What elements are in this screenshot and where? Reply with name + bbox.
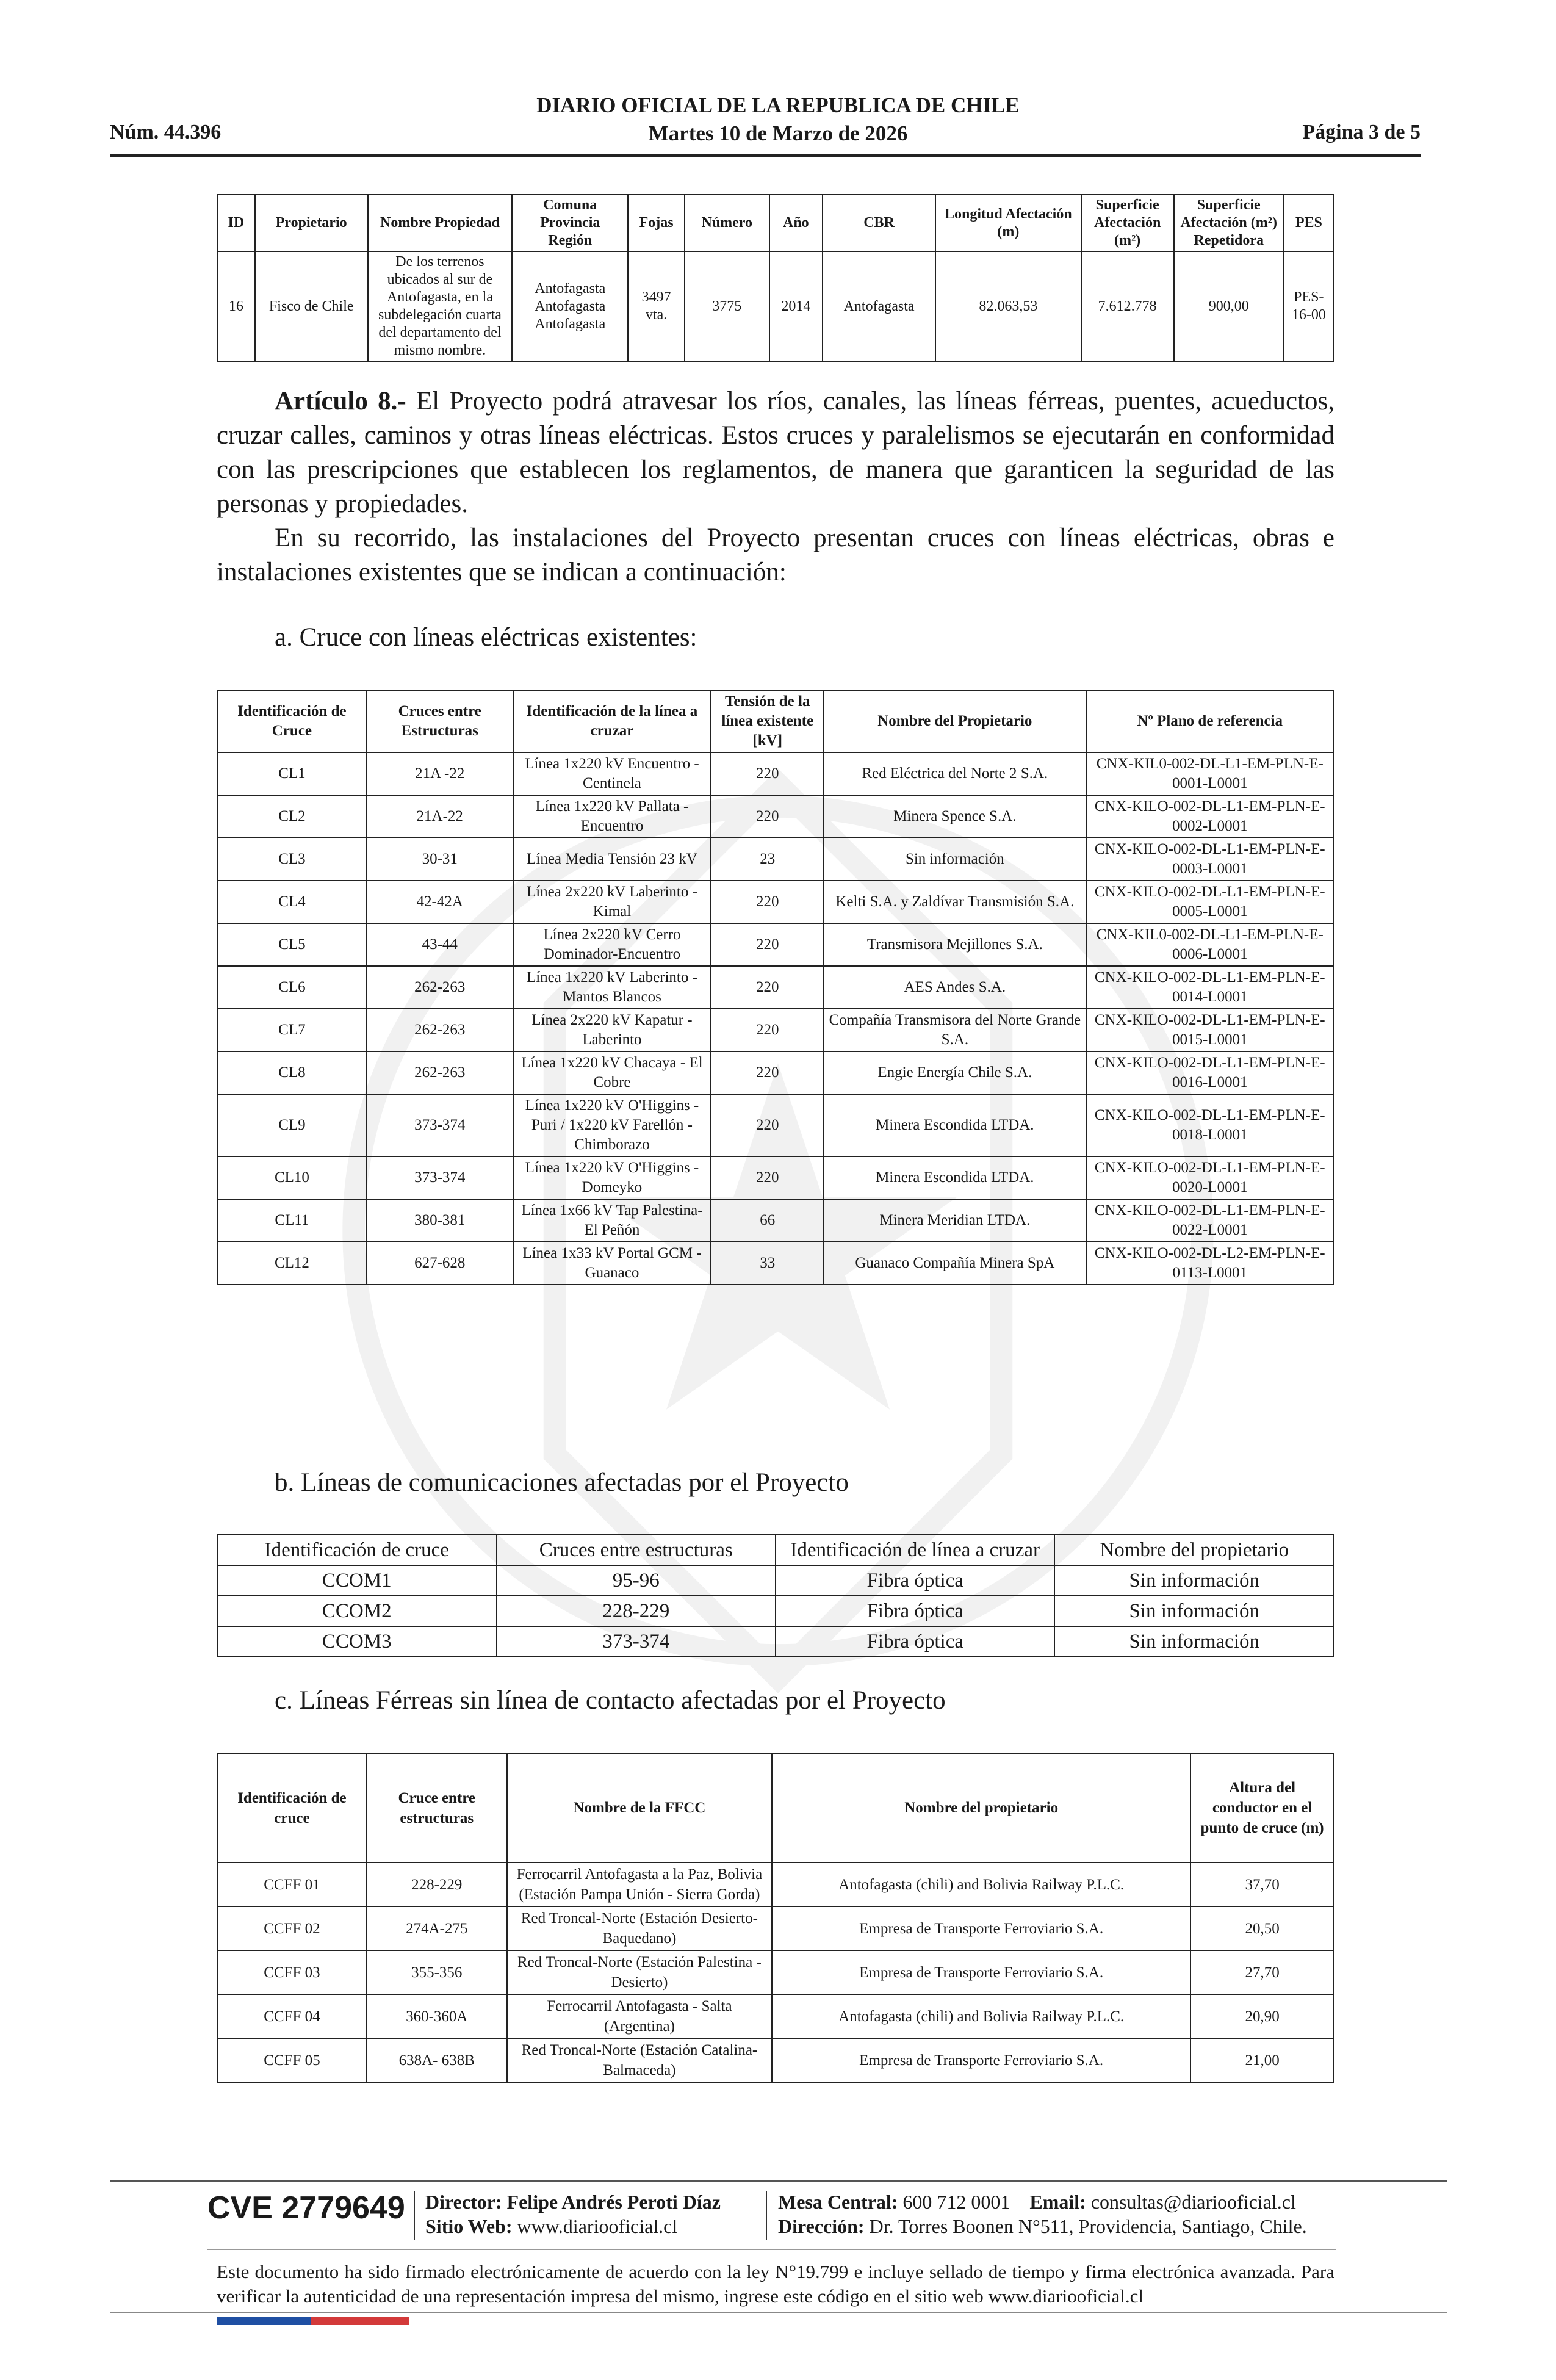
- table-cell: CL2: [217, 795, 367, 838]
- col-header: Identificación de Cruce: [217, 690, 367, 752]
- table-header-row: [217, 690, 1334, 752]
- col-header: Superficie Afectación (m²): [1081, 195, 1174, 251]
- director-name: Felipe Andrés Peroti Díaz: [506, 2191, 721, 2213]
- table-cell: Antofagasta: [823, 251, 935, 361]
- table-cell: CL12: [217, 1242, 367, 1285]
- col-header: Fojas: [628, 195, 685, 251]
- table-cell: 262-263: [367, 1009, 513, 1051]
- table-cell: CL11: [217, 1199, 367, 1242]
- property-table: [217, 194, 1334, 362]
- table-cell: Empresa de Transporte Ferroviario S.A.: [772, 1906, 1190, 1950]
- table-cell: Antofagasta (chili) and Bolivia Railway P.L.C.: [772, 1863, 1190, 1906]
- article-body: [217, 384, 1334, 590]
- table-cell: 373-374: [497, 1626, 776, 1657]
- table-cell: 27,70: [1190, 1950, 1334, 1994]
- table-cell: Fibra óptica: [776, 1565, 1055, 1596]
- table-cell: CCOM3: [217, 1626, 497, 1657]
- table-cell: CL8: [217, 1051, 367, 1094]
- website-label: Sitio Web:: [425, 2215, 513, 2237]
- table-cell: CCFF 01: [217, 1863, 367, 1906]
- flag-stripe-red: [311, 2317, 409, 2325]
- issue-date: Martes 10 de Marzo de 2026: [648, 121, 908, 145]
- table-cell: Línea 1x220 kV O'Higgins - Puri / 1x220 kV Farellón - Chimborazo: [513, 1094, 711, 1156]
- col-header: Tensión de la línea existente [kV]: [711, 690, 824, 752]
- table-cell: Línea 2x220 kV Kapatur - Laberinto: [513, 1009, 711, 1051]
- col-header: Nombre del Propietario: [824, 690, 1086, 752]
- email-link[interactable]: consultas@diariooficial.cl: [1090, 2191, 1296, 2213]
- table-cell: 21A-22: [367, 795, 513, 838]
- section-b-heading: b. Líneas de comunicaciones afectadas por el Proyecto: [275, 1468, 849, 1497]
- journal-header: [427, 92, 1129, 148]
- table-cell: Kelti S.A. y Zaldívar Transmisión S.A.: [824, 881, 1086, 923]
- table-cell: CNX-KILO-002-DL-L1-EM-PLN-E-0016-L0001: [1086, 1051, 1334, 1094]
- address-label: Dirección:: [778, 2215, 865, 2237]
- table-cell: CL4: [217, 881, 367, 923]
- table-cell: 220: [711, 923, 824, 966]
- table-row: [217, 752, 1334, 795]
- table-cell: CCFF 04: [217, 1994, 367, 2038]
- col-header: Superficie Afectación (m²) Repetidora: [1174, 195, 1284, 251]
- table-cell: 66: [711, 1199, 824, 1242]
- table-row: [217, 1094, 1334, 1156]
- table-cell: 220: [711, 1051, 824, 1094]
- col-header: Número: [685, 195, 769, 251]
- col-header: Altura del conductor en el punto de cruce (m): [1190, 1753, 1334, 1863]
- table-cell: 95-96: [497, 1565, 776, 1596]
- table-cell: 20,90: [1190, 1994, 1334, 2038]
- table-row: [217, 966, 1334, 1009]
- table-cell: Línea 1x220 kV Chacaya - El Cobre: [513, 1051, 711, 1094]
- table-cell: CL3: [217, 838, 367, 881]
- footer-contact-block: [778, 2190, 1307, 2238]
- table-cell: CNX-KILO-002-DL-L1-EM-PLN-E-0002-L0001: [1086, 795, 1334, 838]
- table-cell: Ferrocarril Antofagasta a la Paz, Bolivia (Estación Pampa Unión - Sierra Gorda): [507, 1863, 772, 1906]
- table-row: [217, 1051, 1334, 1094]
- table-cell: 220: [711, 881, 824, 923]
- table-cell: Antofagasta Antofagasta Antofagasta: [512, 251, 628, 361]
- table-cell: CNX-KILO-002-DL-L1-EM-PLN-E-0018-L0001: [1086, 1094, 1334, 1156]
- table-row: [217, 1199, 1334, 1242]
- cve-code: CVE 2779649: [207, 2190, 405, 2226]
- communications-table: [217, 1534, 1334, 1657]
- table-cell: Sin información: [1054, 1596, 1334, 1626]
- table-cell: 2014: [769, 251, 823, 361]
- table-cell: 373-374: [367, 1156, 513, 1199]
- table-cell: AES Andes S.A.: [824, 966, 1086, 1009]
- table-cell: 355-356: [367, 1950, 507, 1994]
- col-header: Comuna Provincia Región: [512, 195, 628, 251]
- table-cell: 274A-275: [367, 1906, 507, 1950]
- table-cell: Línea 1x220 kV O'Higgins - Domeyko: [513, 1156, 711, 1199]
- table-cell: 82.063,53: [935, 251, 1081, 361]
- table-cell: Red Eléctrica del Norte 2 S.A.: [824, 752, 1086, 795]
- table-cell: Línea 1x66 kV Tap Palestina-El Peñón: [513, 1199, 711, 1242]
- mesa-label: Mesa Central:: [778, 2191, 898, 2213]
- table-row: [217, 923, 1334, 966]
- footer-top-divider: [110, 2180, 1447, 2182]
- website-link[interactable]: www.diariooficial.cl: [517, 2215, 678, 2237]
- table-row: [217, 251, 1334, 361]
- table-cell: 3775: [685, 251, 769, 361]
- table-cell: CL1: [217, 752, 367, 795]
- table-row: [217, 881, 1334, 923]
- table-cell: Fisco de Chile: [255, 251, 368, 361]
- table-header-row: [217, 1753, 1334, 1863]
- table-cell: CL10: [217, 1156, 367, 1199]
- table-cell: 220: [711, 795, 824, 838]
- table-cell: Red Troncal-Norte (Estación Desierto- Baquedano): [507, 1906, 772, 1950]
- table-cell: 42-42A: [367, 881, 513, 923]
- table-cell: Línea 2x220 kV Cerro Dominador-Encuentro: [513, 923, 711, 966]
- table-cell: 262-263: [367, 966, 513, 1009]
- table-cell: Sin información: [1054, 1626, 1334, 1657]
- table-cell: CL9: [217, 1094, 367, 1156]
- table-row: [217, 1950, 1334, 1994]
- table-row: [217, 1565, 1334, 1596]
- table-cell: CCOM2: [217, 1596, 497, 1626]
- issue-number: Núm. 44.396: [110, 121, 222, 143]
- table-cell: CNX-KILO-002-DL-L1-EM-PLN-E-0003-L0001: [1086, 838, 1334, 881]
- table-cell: 228-229: [497, 1596, 776, 1626]
- table-cell: CNX-KILO-002-DL-L2-EM-PLN-E-0113-L0001: [1086, 1242, 1334, 1285]
- table-cell: CNX-KIL0-002-DL-L1-EM-PLN-E-0006-L0001: [1086, 923, 1334, 966]
- table-cell: 220: [711, 1156, 824, 1199]
- table-cell: Línea 1x220 kV Laberinto - Mantos Blancos: [513, 966, 711, 1009]
- table-row: [217, 1626, 1334, 1657]
- table-cell: 220: [711, 1009, 824, 1051]
- page-indicator: Página 3 de 5: [1302, 121, 1421, 143]
- table-cell: 360-360A: [367, 1994, 507, 2038]
- table-cell: CL7: [217, 1009, 367, 1051]
- article-paragraph-2: En su recorrido, las instalaciones del Proyecto presentan cruces con líneas eléctricas, obras e instalaciones existentes que se indican a continuación:: [217, 524, 1334, 586]
- table-cell: 43-44: [367, 923, 513, 966]
- section-a-heading: a. Cruce con líneas eléctricas existentes:: [275, 623, 697, 652]
- table-cell: Empresa de Transporte Ferroviario S.A.: [772, 1950, 1190, 1994]
- table-cell: Línea 2x220 kV Laberinto - Kimal: [513, 881, 711, 923]
- footer-separator: [414, 2191, 415, 2240]
- table-cell: Empresa de Transporte Ferroviario S.A.: [772, 2038, 1190, 2082]
- col-header: Identificación de cruce: [217, 1753, 367, 1863]
- table-cell: 220: [711, 752, 824, 795]
- table-cell: Sin información: [1054, 1565, 1334, 1596]
- table-cell: Fibra óptica: [776, 1596, 1055, 1626]
- email-label: Email:: [1029, 2191, 1086, 2213]
- article-text-1: El Proyecto podrá atravesar los ríos, canales, las líneas férreas, puentes, acueductos, cruzar calles, caminos y otras líneas eléctricas. Estos cruces y paralelismos se ejecutarán en conformidad con las prescripciones que establecen los reglamentos, de manera que garanticen la seguridad de las personas y propiedades.: [217, 387, 1335, 518]
- col-header: Nombre del propietario: [1054, 1535, 1334, 1565]
- electric-crossings-table: [217, 690, 1334, 1285]
- table-header-row: [217, 1535, 1334, 1565]
- col-header: Longitud Afectación (m): [935, 195, 1081, 251]
- col-header: Propietario: [255, 195, 368, 251]
- table-cell: CNX-KILO-002-DL-L1-EM-PLN-E-0014-L0001: [1086, 966, 1334, 1009]
- table-row: [217, 1242, 1334, 1285]
- col-header: Cruce entre estructuras: [367, 1753, 507, 1863]
- table-row: [217, 838, 1334, 881]
- table-cell: Minera Spence S.A.: [824, 795, 1086, 838]
- table-cell: 7.612.778: [1081, 251, 1174, 361]
- table-row: [217, 1994, 1334, 2038]
- table-cell: Minera Escondida LTDA.: [824, 1156, 1086, 1199]
- table-cell: Red Troncal-Norte (Estación Palestina - Desierto): [507, 1950, 772, 1994]
- flag-stripe-blue: [217, 2317, 311, 2325]
- col-header: Nombre de la FFCC: [507, 1753, 772, 1863]
- table-cell: Compañía Transmisora del Norte Grande S.A.: [824, 1009, 1086, 1051]
- header-divider: [110, 154, 1421, 157]
- journal-title: DIARIO OFICIAL DE LA REPUBLICA DE CHILE: [536, 93, 1020, 117]
- table-cell: CNX-KILO-002-DL-L1-EM-PLN-E-0020-L0001: [1086, 1156, 1334, 1199]
- table-cell: Transmisora Mejillones S.A.: [824, 923, 1086, 966]
- table-cell: CCFF 05: [217, 2038, 367, 2082]
- col-header: Año: [769, 195, 823, 251]
- col-header: Identificación de la línea a cruzar: [513, 690, 711, 752]
- table-cell: 220: [711, 1094, 824, 1156]
- col-header: Identificación de cruce: [217, 1535, 497, 1565]
- table-cell: 900,00: [1174, 251, 1284, 361]
- table-cell: 373-374: [367, 1094, 513, 1156]
- signature-note: Este documento ha sido firmado electrónicamente de acuerdo con la ley N°19.799 e incluye sellado de tiempo y firma electrónica avanzada. Para verificar la autenticidad de una representación impresa del mismo, ingrese este código en el sitio web www.diariooficial.cl: [217, 2261, 1334, 2307]
- table-row: [217, 1009, 1334, 1051]
- table-cell: CCFF 03: [217, 1950, 367, 1994]
- table-row: [217, 1596, 1334, 1626]
- table-cell: Fibra óptica: [776, 1626, 1055, 1657]
- address-text: Dr. Torres Boonen N°511, Providencia, Santiago, Chile.: [869, 2215, 1307, 2237]
- table-cell: 627-628: [367, 1242, 513, 1285]
- article-title: Artículo 8.-: [275, 387, 406, 416]
- table-cell: Antofagasta (chili) and Bolivia Railway P.L.C.: [772, 1994, 1190, 2038]
- table-cell: Línea 1x33 kV Portal GCM - Guanaco: [513, 1242, 711, 1285]
- table-cell: 3497 vta.: [628, 251, 685, 361]
- table-cell: 33: [711, 1242, 824, 1285]
- table-cell: CL6: [217, 966, 367, 1009]
- table-cell: Sin información: [824, 838, 1086, 881]
- table-cell: CL5: [217, 923, 367, 966]
- section-c-heading: c. Líneas Férreas sin línea de contacto afectadas por el Proyecto: [275, 1686, 946, 1715]
- table-cell: Línea 1x220 kV Encuentro - Centinela: [513, 752, 711, 795]
- table-row: [217, 795, 1334, 838]
- table-cell: Ferrocarril Antofagasta - Salta (Argentina): [507, 1994, 772, 2038]
- table-cell: 228-229: [367, 1863, 507, 1906]
- table-cell: 16: [217, 251, 255, 361]
- article-paragraph-1: [217, 384, 1334, 521]
- table-cell: 30-31: [367, 838, 513, 881]
- table-cell: Red Troncal-Norte (Estación Catalina- Balmaceda): [507, 2038, 772, 2082]
- col-header: Identificación de línea a cruzar: [776, 1535, 1055, 1565]
- table-cell: Guanaco Compañía Minera SpA: [824, 1242, 1086, 1285]
- table-header-row: [217, 195, 1334, 251]
- table-cell: 380-381: [367, 1199, 513, 1242]
- table-cell: Línea Media Tensión 23 kV: [513, 838, 711, 881]
- footer-mid-divider: [207, 2249, 1336, 2250]
- director-label: Director:: [425, 2191, 502, 2213]
- col-header: Cruces entre Estructuras: [367, 690, 513, 752]
- col-header: PES: [1284, 195, 1334, 251]
- table-cell: Línea 1x220 kV Pallata - Encuentro: [513, 795, 711, 838]
- col-header: Nombre del propietario: [772, 1753, 1190, 1863]
- table-cell: CNX-KILO-002-DL-L1-EM-PLN-E-0005-L0001: [1086, 881, 1334, 923]
- col-header: Nº Plano de referencia: [1086, 690, 1334, 752]
- table-cell: 21A -22: [367, 752, 513, 795]
- table-cell: Minera Escondida LTDA.: [824, 1094, 1086, 1156]
- col-header: ID: [217, 195, 255, 251]
- table-cell: CNX-KILO-002-DL-L1-EM-PLN-E-0015-L0001: [1086, 1009, 1334, 1051]
- footer-separator: [766, 2191, 767, 2240]
- railway-crossings-table: [217, 1753, 1334, 2083]
- col-header: Cruces entre estructuras: [497, 1535, 776, 1565]
- footer-director-block: [425, 2190, 721, 2238]
- table-row: [217, 1156, 1334, 1199]
- table-cell: 638A- 638B: [367, 2038, 507, 2082]
- table-cell: Engie Energía Chile S.A.: [824, 1051, 1086, 1094]
- table-cell: 220: [711, 966, 824, 1009]
- table-row: [217, 2038, 1334, 2082]
- table-cell: 23: [711, 838, 824, 881]
- footer-bottom-divider: [110, 2312, 1447, 2313]
- table-row: [217, 1863, 1334, 1906]
- table-cell: CCFF 02: [217, 1906, 367, 1950]
- table-row: [217, 1906, 1334, 1950]
- col-header: Nombre Propiedad: [368, 195, 512, 251]
- mesa-number: 600 712 0001: [902, 2191, 1010, 2213]
- table-cell: 262-263: [367, 1051, 513, 1094]
- table-cell: De los terrenos ubicados al sur de Antofagasta, en la subdelegación cuarta del departamento del mismo nombre.: [368, 251, 512, 361]
- table-cell: CCOM1: [217, 1565, 497, 1596]
- table-cell: CNX-KIL0-002-DL-L1-EM-PLN-E-0001-L0001: [1086, 752, 1334, 795]
- table-cell: 37,70: [1190, 1863, 1334, 1906]
- col-header: CBR: [823, 195, 935, 251]
- table-cell: PES-16-00: [1284, 251, 1334, 361]
- table-cell: 21,00: [1190, 2038, 1334, 2082]
- table-cell: 20,50: [1190, 1906, 1334, 1950]
- table-cell: CNX-KILO-002-DL-L1-EM-PLN-E-0022-L0001: [1086, 1199, 1334, 1242]
- table-cell: Minera Meridian LTDA.: [824, 1199, 1086, 1242]
